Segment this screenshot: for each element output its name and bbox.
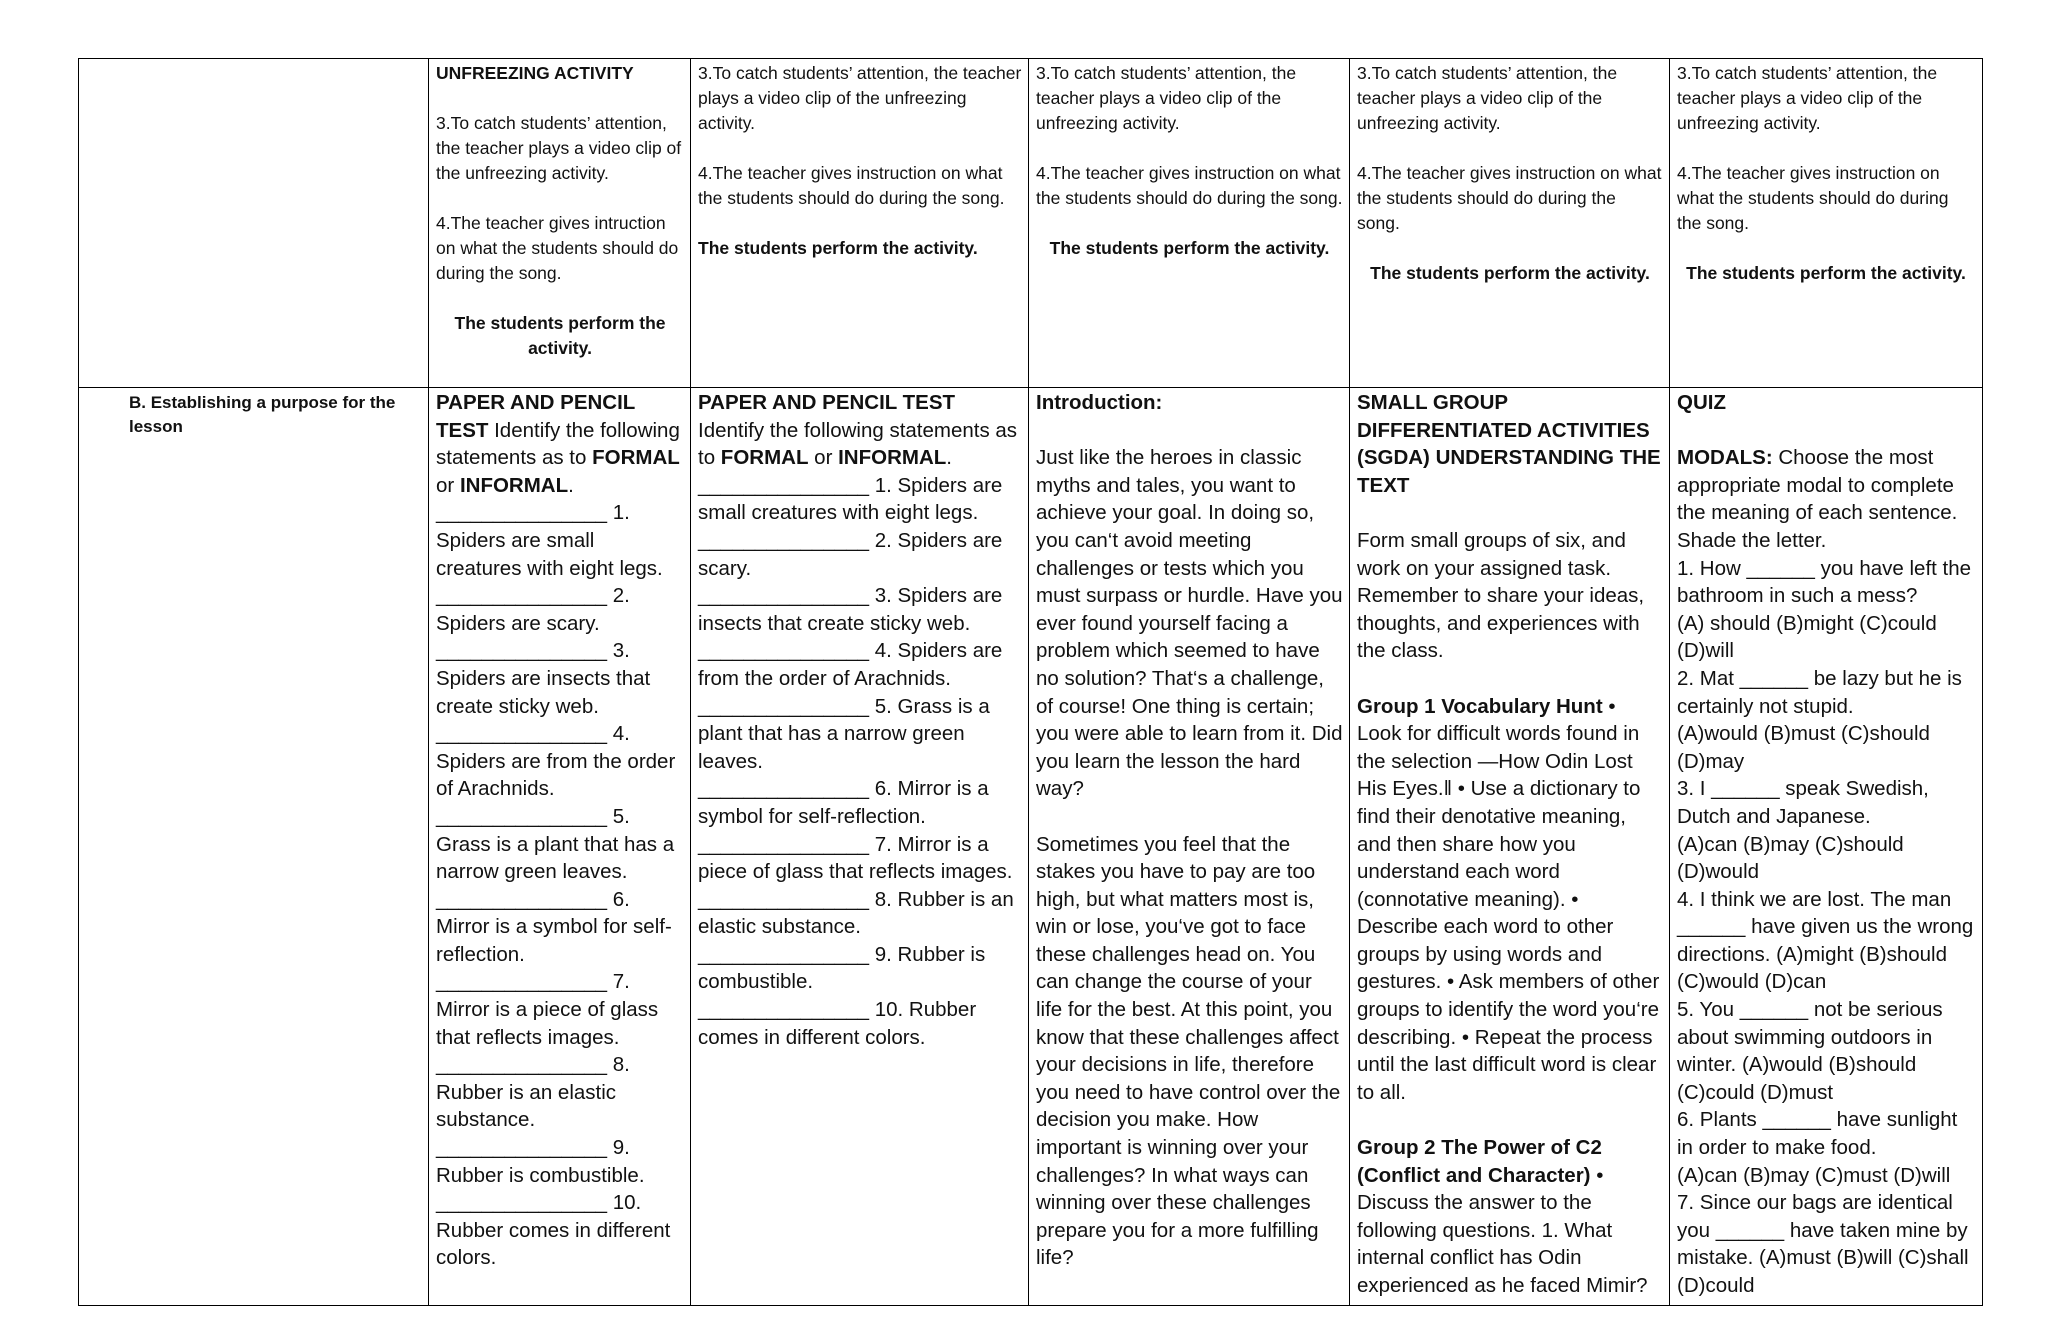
group-title: Group 2 The Power of C2 (Conflict and Character): [1357, 1136, 1602, 1187]
informal-term: INFORMAL: [459, 473, 569, 497]
cell-paragraph: 3.To catch students’ attention, the teacher plays a video clip of the unfreezing activity.: [1677, 63, 1938, 133]
test-item: _______________ 2. Spiders are scary.: [436, 584, 630, 635]
row2-introduction-cell: [1030, 389, 1349, 1305]
test-item: _______________ 8. Rubber is an elastic substance.: [698, 887, 1014, 939]
test-item: _______________ 6. Mirror is a symbol for self-reflection.: [436, 887, 672, 966]
row1-unfreezing-cell: [430, 59, 690, 387]
quiz-intro: Choose the most appropriate modal to complete the meaning of each sentence. Shade the letter.: [1677, 446, 1958, 552]
test-item: _______________ 7. Mirror is a piece of glass that reflects images.: [698, 832, 1013, 884]
test-item: _______________ 10. Rubber comes in different colors.: [436, 1191, 671, 1270]
test-item: _______________ 3. Spiders are insects that create sticky web.: [698, 584, 1003, 635]
test-item: _______________ 8. Rubber is an elastic substance.: [436, 1053, 630, 1132]
quiz-question: 7. Since our bags are identical you ______ have taken mine by mistake. (A)must (B)will (C)shall (D)could: [1677, 1191, 1969, 1297]
test-item: _______________ 4. Spiders are from the order of Arachnids.: [436, 722, 676, 801]
cell-text: Identify the following statements as to: [436, 418, 680, 470]
informal-term: INFORMAL: [838, 446, 947, 470]
cell-text: or: [436, 473, 460, 497]
group-title: Group 1 Vocabulary Hunt: [1357, 694, 1603, 718]
row1-day3-cell: [1030, 59, 1349, 387]
quiz-question: 2. Mat ______ be lazy but he is certainly not stupid.: [1677, 666, 1962, 718]
cell-heading: QUIZ: [1677, 391, 1726, 414]
cell-text: or: [808, 446, 839, 470]
test-item: _______________ 7. Mirror is a piece of glass that reflects images.: [436, 970, 659, 1049]
quiz-options: (A)can (B)may (C)should (D)would: [1677, 832, 1904, 884]
group-text: • Discuss the answer to the following questions. 1. What internal conflict has Odin experienced as he faced Mimir?: [1357, 1163, 1648, 1297]
modals-term: MODALS:: [1677, 446, 1773, 470]
row2-sgda-cell: [1351, 389, 1669, 1305]
cell-paragraph-bold: The students perform the activity.: [1049, 238, 1330, 258]
cell-paragraph: 4.The teacher gives intruction on what the students should do during the song.: [436, 213, 679, 283]
test-item: _______________ 2. Spiders are scary.: [698, 528, 1003, 580]
cell-paragraph-bold: The students perform the activity.: [454, 313, 666, 358]
cell-paragraph: 3.To catch students’ attention, the teacher plays a video clip of the unfreezing activity.: [436, 113, 682, 183]
cell-paragraph: 3.To catch students’ attention, the teacher plays a video clip of the unfreezing activity.: [1036, 63, 1297, 133]
cell-heading: SMALL GROUP DIFFERENTIATED ACTIVITIES (SGDA) UNDERSTANDING THE TEXT: [1357, 391, 1661, 497]
formal-term: FORMAL: [720, 446, 809, 470]
row1-label-cell: [79, 59, 428, 387]
test-item: _______________ 10. Rubber comes in different colors.: [698, 998, 977, 1049]
quiz-options: (A)can (B)may (C)must (D)will: [1677, 1163, 1951, 1187]
quiz-question: 4. I think we are lost. The man ______ have given us the wrong directions. (A)might (B)should (C)would (D)can: [1677, 887, 1974, 994]
formal-term: FORMAL: [592, 446, 680, 470]
row2-paper-pencil-test-cell-2: [692, 389, 1028, 1305]
column-divider: [1669, 59, 1670, 1305]
column-divider: [1349, 59, 1350, 1305]
cell-text: .: [568, 473, 574, 497]
quiz-options: (A) should (B)might (C)could (D)will: [1677, 611, 1937, 663]
cell-heading: PAPER AND PENCIL TEST: [436, 391, 635, 442]
cell-paragraph-bold: The students perform the activity.: [1370, 263, 1650, 283]
column-divider: [1028, 59, 1029, 1305]
cell-paragraph-bold: The students perform the activity.: [1686, 263, 1966, 283]
quiz-options: (A)would (B)must (C)should (D)may: [1677, 722, 1930, 773]
cell-paragraph: 4.The teacher gives instruction on what the students should do during the song.: [1036, 163, 1343, 208]
cell-paragraph: Sometimes you feel that the stakes you have to pay are too high, but what matters most is, win or lose, you‘ve got to face these challenges head on. You can change the course of your life for the best. At this point, you know that these challenges affect your decisions in life, therefore you need to have control over the decision you make. How important is winning over your challenges? In what ways can winning over these challenges prepare you for a more fulfilling life?: [1036, 832, 1341, 1270]
cell-paragraph-bold: The students perform the activity.: [698, 238, 978, 258]
cell-paragraph: 4.The teacher gives instruction on what the students should do during the song.: [698, 163, 1005, 208]
row2-label-cell: [79, 389, 428, 1305]
row-divider: [79, 387, 1982, 388]
cell-heading: UNFREEZING ACTIVITY: [436, 63, 634, 83]
test-item: _______________ 3. Spiders are insects that create sticky web.: [436, 639, 651, 718]
test-item: _______________ 9. Rubber is combustible.: [698, 942, 986, 994]
quiz-question: 3. I ______ speak Swedish, Dutch and Japanese.: [1677, 777, 1929, 828]
column-divider: [428, 59, 429, 1305]
quiz-question: 6. Plants ______ have sunlight in order to make food.: [1677, 1108, 1958, 1160]
cell-paragraph: 3.To catch students’ attention, the teacher plays a video clip of the unfreezing activity.: [1357, 63, 1618, 133]
quiz-question: 1. How ______ you have left the bathroom in such a mess?: [1677, 556, 1972, 608]
cell-text: .: [946, 446, 952, 470]
test-item: _______________ 5. Grass is a plant that has a narrow green leaves.: [436, 804, 675, 884]
test-item: _______________ 6. Mirror is a symbol for self-reflection.: [698, 777, 989, 828]
cell-heading: Introduction:: [1036, 391, 1163, 414]
cell-paragraph: 4.The teacher gives instruction on what the students should do during the song.: [1357, 163, 1662, 233]
cell-heading: PAPER AND PENCIL TEST: [698, 391, 956, 414]
cell-paragraph: Just like the heroes in classic myths and tales, you want to achieve your goal. In doing so, you can‘t avoid meeting challenges or tests which you must surpass or hurdle. Have you ever found yourself facing a problem which seemed to have no solution? That‘s a challenge, of course! One thing is certain; you were able to learn from it. Did you learn the lesson the hard way?: [1036, 446, 1343, 801]
test-item: _______________ 4. Spiders are from the order of Arachnids.: [698, 639, 1003, 690]
lesson-plan-table: [78, 58, 1983, 1306]
column-divider: [690, 59, 691, 1305]
cell-paragraph: 3.To catch students’ attention, the teacher plays a video clip of the unfreezing activity.: [698, 63, 1022, 133]
cell-text: Identify the following statements as to: [698, 418, 1018, 470]
cell-paragraph: 4.The teacher gives instruction on what the students should do during the song.: [1677, 163, 1949, 233]
cell-paragraph: Form small groups of six, and work on your assigned task. Remember to share your ideas, thoughts, and experiences with the class.: [1357, 528, 1645, 663]
test-item: _______________ 1. Spiders are small creatures with eight legs.: [436, 501, 663, 580]
test-item: _______________ 5. Grass is a plant that has a narrow green leaves.: [698, 694, 990, 773]
group-text: • Look for difficult words found in the selection ―How Odin Lost His Eyes.‖ • Use a dictionary to find their denotative meaning, and then share how you understand each word (connotative meaning). • Describe each word to other groups by using words and gestures. • Ask members of other groups to identify the word you‘re describing. • Repeat the process until the last difficult word is clear to all.: [1357, 694, 1660, 1104]
quiz-question: 5. You ______ not be serious about swimming outdoors in winter. (A)would (B)should (C)could (D)must: [1677, 998, 1943, 1104]
row1-day5-cell: [1671, 59, 1981, 387]
row2-paper-pencil-test-cell: [430, 389, 690, 1305]
row2-quiz-cell: [1671, 389, 1981, 1305]
test-item: _______________ 9. Rubber is combustible.: [436, 1136, 645, 1187]
row-label: B. Establishing a purpose for the lesson: [129, 393, 396, 436]
test-item: _______________ 1. Spiders are small creatures with eight legs.: [698, 473, 1003, 525]
row1-day2-cell: [692, 59, 1028, 387]
row1-day4-cell: [1351, 59, 1669, 387]
